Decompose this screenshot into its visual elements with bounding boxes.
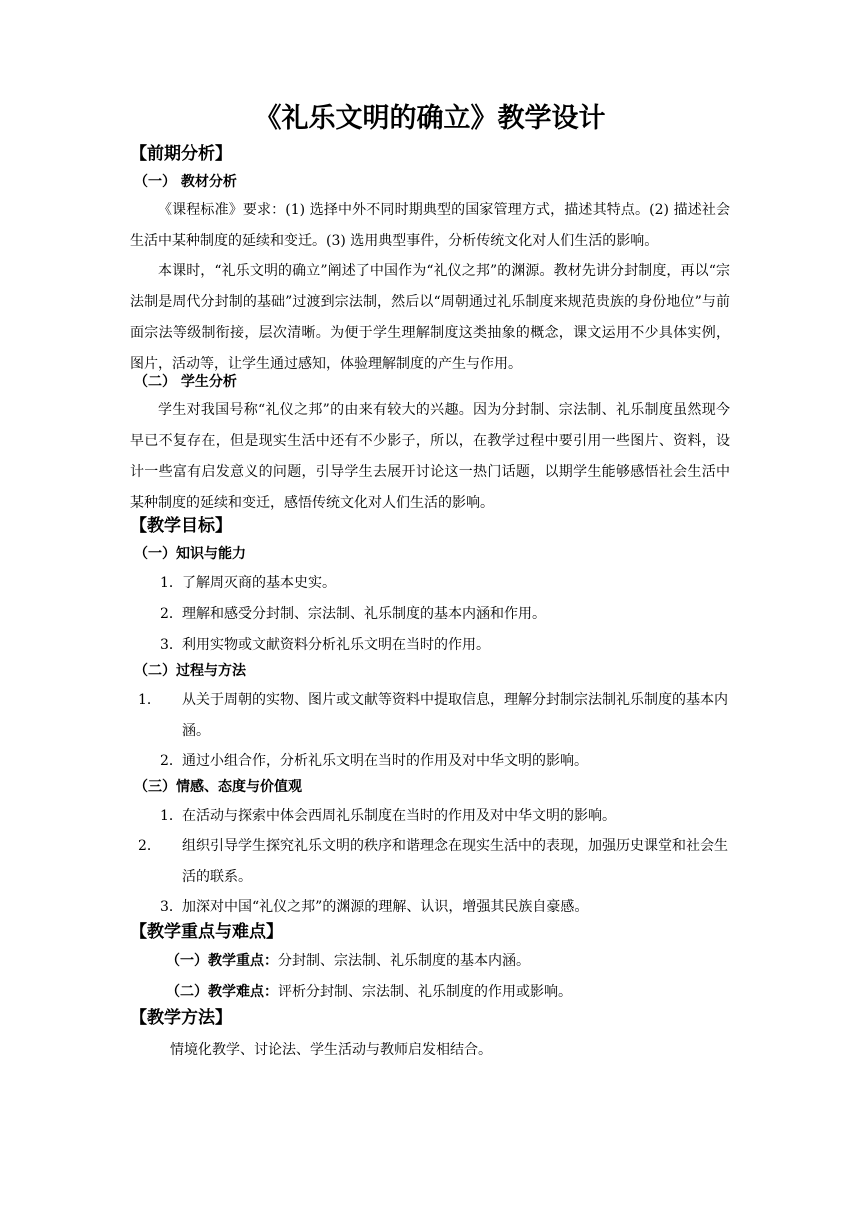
list-item: 1． 从关于周朝的实物、图片或文献等资料中提取信息，理解分封制宗法制礼乐制度的基本内涵。	[138, 692, 728, 739]
methods-text: 情境化教学、讨论法、学生活动与教师启发相结合。	[170, 1042, 492, 1058]
list-item: 2． 组织引导学生探究礼乐文明的秩序和谐理念在现实生活中的表现，加强历史课堂和社会生活的联系。	[138, 838, 728, 885]
list-item: 3．利用实物或文献资料分析礼乐文明在当时的作用。	[160, 637, 490, 653]
key-point-label: （一）教学重点：	[166, 953, 278, 969]
section-heading-key-points: 【教学重点与难点】	[130, 922, 283, 942]
key-point-line	[166, 946, 730, 977]
subheading-textbook-analysis: （一） 教材分析	[134, 174, 237, 190]
paragraph-textbook-analysis: 本课时，“礼乐文明的确立”阐述了中国作为“礼仪之邦”的渊源。教材先讲分封制度，再以“宗法制是周代分封制的基础”过渡到宗法制，然后以“周朝通过礼乐制度来规范贵族的身份地位”与前面宗法等级制衔接，层次清晰。为便于学生理解制度这类抽象的概念，课文运用不少具体实例，图片，活动等，让学生通过感知，体验理解制度的产生与作用。	[130, 263, 730, 372]
paragraph-student-analysis: 学生对我国号称“礼仪之邦”的由来有较大的兴趣。因为分封制、宗法制、礼乐制度虽然现今早已不复存在，但是现实生活中还有不少影子，所以，在教学过程中要引用一些图片、资料，设计一些富有启发意义的问题，引导学生去展开讨论这一热门话题，以期学生能够感悟社会生活中某种制度的延续和变迁，感悟传统文化对人们生活的影响。	[130, 402, 730, 511]
key-point-text: 分封制、宗法制、礼乐制度的基本内涵。	[278, 953, 530, 969]
difficulty-text: 评析分封制、宗法制、礼乐制度的作用或影响。	[278, 984, 572, 1000]
section-heading-analysis: 【前期分析】	[130, 144, 232, 164]
section-heading-objectives: 【教学目标】	[130, 516, 232, 536]
paragraph-curriculum-standard: 《课程标准》要求：(1) 选择中外不同时期典型的国家管理方式，描述其特点。(2) 描述社会生活中某种制度的延续和变迁。(3) 选用典型事件，分析传统文化对人们生活的影响。	[130, 202, 730, 249]
subheading-student-analysis: （二） 学生分析	[134, 374, 237, 390]
section-heading-methods: 【教学方法】	[130, 1008, 232, 1028]
difficulty-label: （二）教学难点：	[166, 984, 278, 1000]
list-item: 1．在活动与探索中体会西周礼乐制度在当时的作用及对中华文明的影响。	[160, 808, 616, 824]
document-title: 《礼乐文明的确立》教学设计	[254, 103, 606, 134]
difficulty-line	[166, 977, 730, 1008]
subheading-process-method: （二）过程与方法	[134, 663, 246, 679]
list-item: 2．理解和感受分封制、宗法制、礼乐制度的基本内涵和作用。	[160, 606, 546, 622]
subheading-values: （三）情感、态度与价值观	[134, 779, 302, 795]
list-item: 2．通过小组合作，分析礼乐文明在当时的作用及对中华文明的影响。	[160, 753, 588, 769]
subheading-knowledge-ability: （一）知识与能力	[134, 546, 246, 562]
list-item: 3．加深对中国“礼仪之邦”的渊源的理解、认识，增强其民族自豪感。	[160, 899, 589, 915]
list-item: 1．了解周灭商的基本史实。	[160, 575, 336, 591]
